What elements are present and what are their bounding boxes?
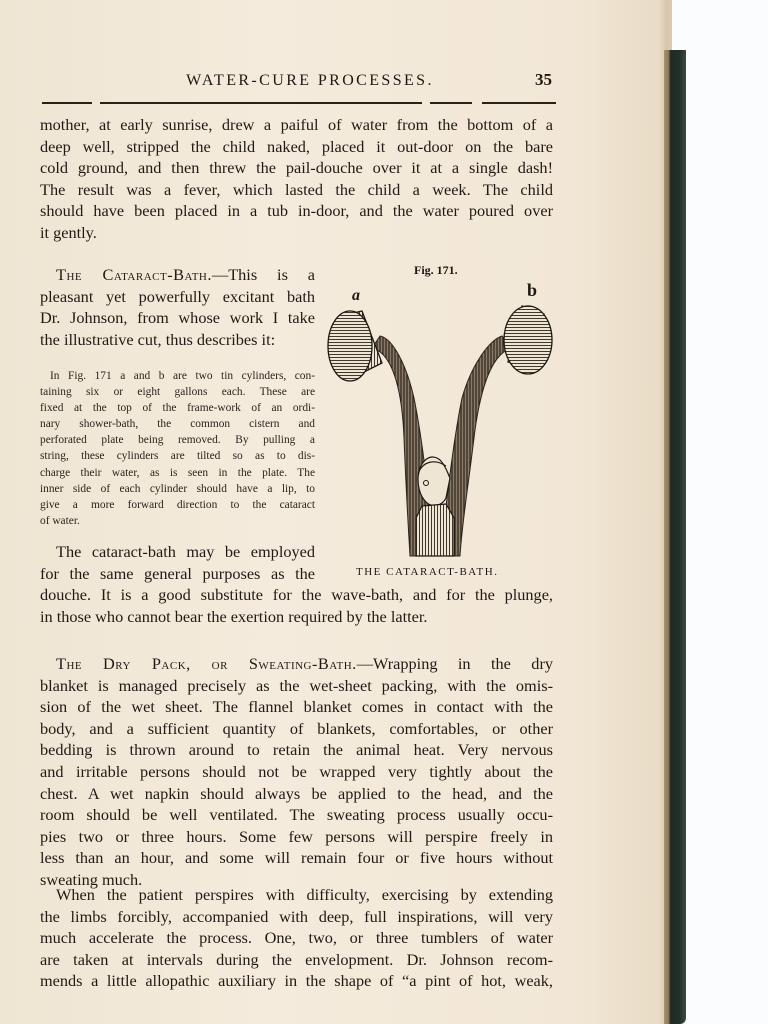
text-line: nary shower-bath, the common cistern and — [40, 418, 315, 431]
text-line: much accelerate the process. One, two, or three tumblers of water — [40, 928, 553, 948]
text-line: are taken at intervals during the envelopment. Dr. Johnson recom- — [40, 949, 553, 969]
text-line: The cataract-bath may be employed — [56, 542, 315, 561]
text-line: mends a little allopathic auxiliary in the shape of “a pint of hot, weak, — [40, 971, 553, 991]
text-line: body, and a sufficient quantity of blankets, comfortables, or other — [40, 718, 553, 738]
text-line: perforated plate being removed. By pulling a — [40, 434, 315, 447]
text-line: deep well, stripped the child naked, placed it out-door on the bare — [40, 136, 553, 156]
text-line: sion of the wet sheet. The flannel blanket comes in contact with the — [40, 697, 553, 717]
text-line: When the patient perspires with difficulty, exercising by extending — [56, 885, 553, 904]
text-line: blanket is managed precisely as the wet-sheet packing, with the omis- — [40, 675, 553, 695]
page-number: 35 — [535, 70, 552, 89]
perspiration-paragraph — [40, 884, 553, 992]
text-line: give a more forward direction to the cataract — [40, 498, 315, 511]
text-line: In Fig. 171 a and b are two tin cylinders, con- — [50, 370, 315, 382]
section-heading-dry-pack: The Dry Pack, or Sweating-Bath. — [56, 654, 357, 673]
cylinder-b — [504, 306, 552, 374]
text-line: of water. — [40, 514, 80, 527]
section-heading-cataract: The Cataract-Bath. — [56, 265, 212, 284]
text-line: chest. A wet napkin should always be applied to the head, and the — [40, 783, 553, 803]
text-line: and irritable persons should not be wrapped very tightly about the — [40, 761, 553, 781]
text-line: bedding is thrown around to retain the animal heat. Very nervous — [40, 740, 553, 760]
text-line: the limbs forcibly, accompanied with deep, full inspirations, will very — [40, 906, 553, 926]
running-head: WATER-CURE PROCESSES. — [186, 72, 434, 89]
text-line: should have been placed in a tub in-door, and the water poured over — [40, 201, 553, 221]
dry-pack-paragraph — [40, 653, 553, 891]
marker-a: a — [352, 287, 360, 304]
text-line: inner side of each cylinder should have a lip, to — [40, 482, 315, 495]
text-line: mother, at early sunrise, drew a paiful of water from the bottom of a — [40, 115, 553, 134]
text-line: pleasant yet powerfully excitant bath — [40, 286, 315, 306]
text-line: in those who cannot bear the exertion required by the latter. — [40, 606, 428, 626]
book-binding — [664, 50, 686, 1024]
text-line: less than an hour, and some will remain four or five hours without — [40, 848, 553, 868]
text-line: room should be well ventilated. The sweating process usually occu- — [40, 805, 553, 825]
text-line: for the same general purposes as the — [40, 563, 315, 583]
cataract-usage-cont — [40, 584, 553, 627]
text-fragment: —Wrapping in the dry — [356, 654, 554, 673]
figure-caption: THE CATARACT-BATH. — [356, 566, 499, 578]
text-line: sweating much. — [40, 869, 143, 889]
text-line: the illustrative cut, thus describes it: — [40, 329, 276, 349]
cataract-usage — [40, 541, 315, 584]
paragraph-continuation — [40, 114, 553, 244]
text-line — [40, 653, 553, 675]
text-line: it gently. — [40, 222, 97, 242]
cataract-intro — [40, 264, 315, 350]
text-line: string, these cylinders are tilted so as to dis- — [40, 450, 315, 463]
text-fragment: —This is a — [211, 265, 316, 284]
text-line: douche. It is a good substitute for the wave-bath, and for the plunge, — [40, 585, 553, 604]
text-line: taining six or eight gallons each. These are — [40, 386, 315, 399]
text-line: Dr. Johnson, from whose work I take — [40, 308, 315, 328]
text-line: charge their water, as is seen in the plate. The — [40, 466, 315, 479]
text-line — [40, 264, 315, 286]
text-line: cold ground, and then threw the pail-douche over it at a single dash! — [40, 158, 553, 178]
header-rule — [42, 102, 556, 104]
marker-b: b — [527, 280, 538, 300]
text-line: fixed at the top of the frame-work of an ordi- — [40, 402, 315, 415]
figure-label: Fig. 171. — [414, 263, 458, 277]
text-line: The result was a fever, which lasted the child a week. The child — [40, 179, 553, 199]
cylinder-a — [328, 311, 372, 381]
text-line: pies two or three hours. Some few persons will perspire freely in — [40, 826, 553, 846]
cataract-bath-illustration — [322, 278, 562, 563]
quoted-description — [40, 368, 315, 529]
